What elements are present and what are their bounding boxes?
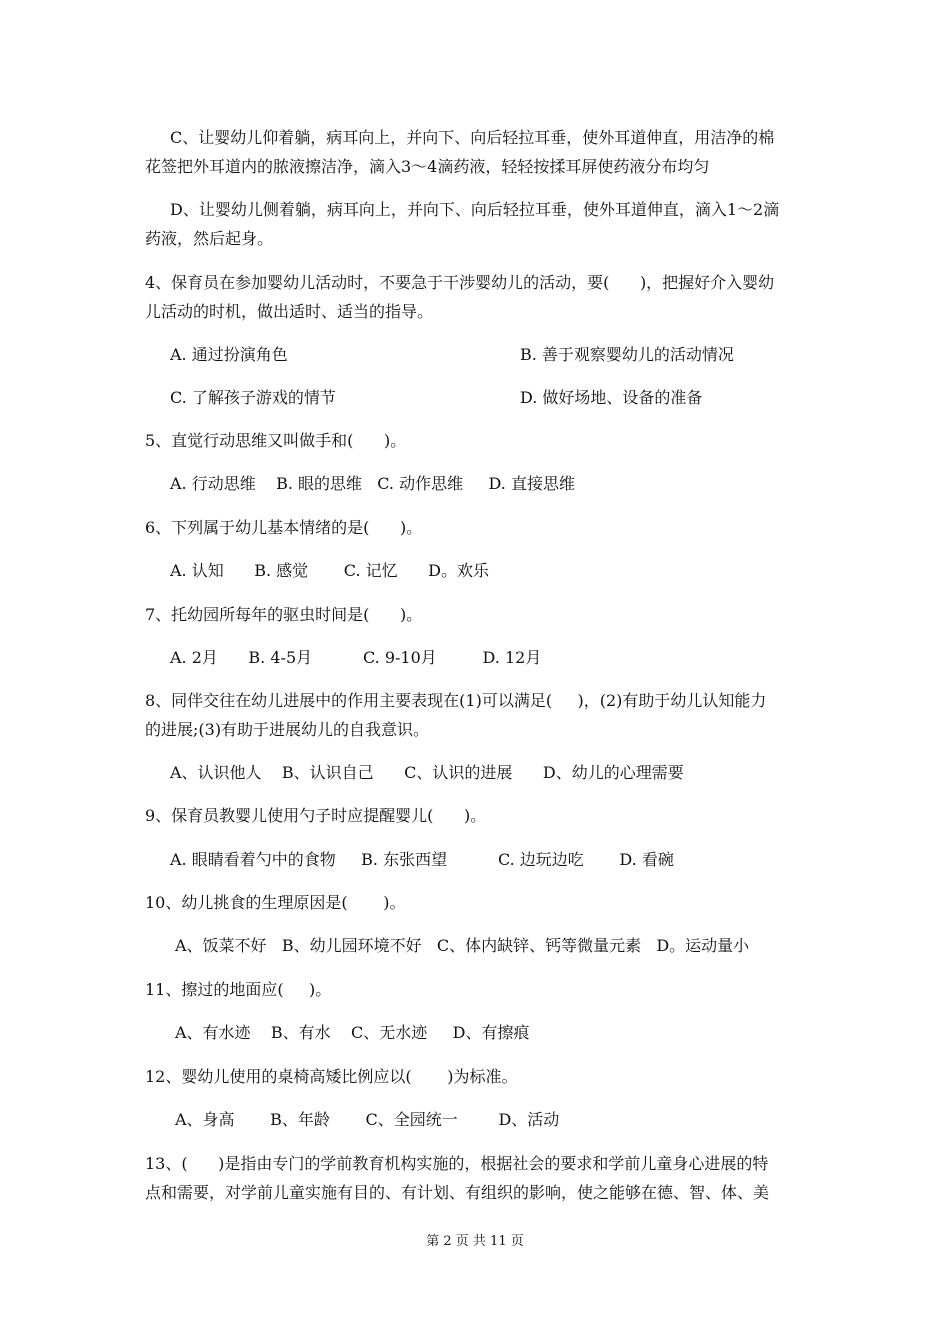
q3-option-c-line1: C、让婴幼儿仰着躺，病耳向上，并向下、向后轻拉耳垂，使外耳道伸直，用洁净的棉 [170, 128, 775, 147]
q8-stem-line1: 8、同伴交往在幼儿进展中的作用主要表现在(1)可以满足( )，(2)有助于幼儿认知能力 [145, 691, 767, 710]
q7-stem: 7、托幼园所每年的驱虫时间是( )。 [145, 605, 423, 624]
q4-option-c: C. 了解孩子游戏的情节 [170, 388, 336, 407]
q6-stem: 6、下列属于幼儿基本情绪的是( )。 [145, 518, 423, 537]
q7-options: A. 2月 B. 4-5月 C. 9-10月 D. 12月 [170, 648, 542, 667]
q13-stem-line2: 点和需要，对学前儿童实施有目的、有计划、有组织的影响，使之能够在德、智、体、美 [145, 1183, 770, 1202]
q9-options: A. 眼睛看着勺中的食物 B. 东张西望 C. 边玩边吃 D. 看碗 [170, 850, 674, 869]
q12-stem: 12、婴幼儿使用的桌椅高矮比例应以( )为标准。 [145, 1067, 518, 1086]
q5-options: A. 行动思维 B. 眼的思维 C. 动作思维 D. 直接思维 [170, 474, 575, 493]
q10-options: A、饭菜不好 B、幼儿园环境不好 C、体内缺锌、钙等微量元素 D。运动量小 [175, 936, 750, 955]
q9-stem: 9、保育员教婴儿使用勺子时应提醒婴儿( )。 [145, 806, 487, 825]
q3-option-d-line2: 药液，然后起身。 [145, 229, 274, 248]
q4-option-b: B. 善于观察婴幼儿的活动情况 [520, 345, 734, 364]
q13-stem-line1: 13、( )是指由专门的学前教育机构实施的，根据社会的要求和学前儿童身心进展的特 [145, 1154, 769, 1173]
q4-option-d: D. 做好场地、设备的准备 [520, 388, 703, 407]
q11-stem: 11、擦过的地面应( )。 [145, 980, 332, 999]
q8-options: A、认识他人 B、认识自己 C、认识的进展 D、幼儿的心理需要 [170, 763, 684, 782]
q8-stem-line2: 的进展;(3)有助于进展幼儿的自我意识。 [145, 720, 430, 739]
q10-stem: 10、幼儿挑食的生理原因是( )。 [145, 893, 406, 912]
q5-stem: 5、直觉行动思维又叫做手和( )。 [145, 431, 407, 450]
q4-stem-line2: 儿活动的时机，做出适时、适当的指导。 [145, 302, 434, 321]
q4-stem-line1: 4、保育员在参加婴幼儿活动时，不要急于干涉婴幼儿的活动，要( )，把握好介入婴幼 [145, 273, 775, 292]
q6-options: A. 认知 B. 感觉 C. 记忆 D。欢乐 [170, 561, 489, 580]
q3-option-d-line1: D、让婴幼儿侧着躺，病耳向上，并向下、向后轻拉耳垂，使外耳道伸直，滴入1～2滴 [170, 200, 780, 219]
q12-options: A、身高 B、年龄 C、全园统一 D、活动 [175, 1110, 560, 1129]
q4-option-a: A. 通过扮演角色 [170, 345, 288, 364]
page-footer: 第 2 页 共 11 页 [426, 1234, 524, 1249]
q11-options: A、有水迹 B、有水 C、无水迹 D、有擦痕 [175, 1023, 530, 1042]
q3-option-c-line2: 花签把外耳道内的脓液擦洁净，滴入3～4滴药液，轻轻按揉耳屏使药液分布均匀 [145, 157, 710, 176]
